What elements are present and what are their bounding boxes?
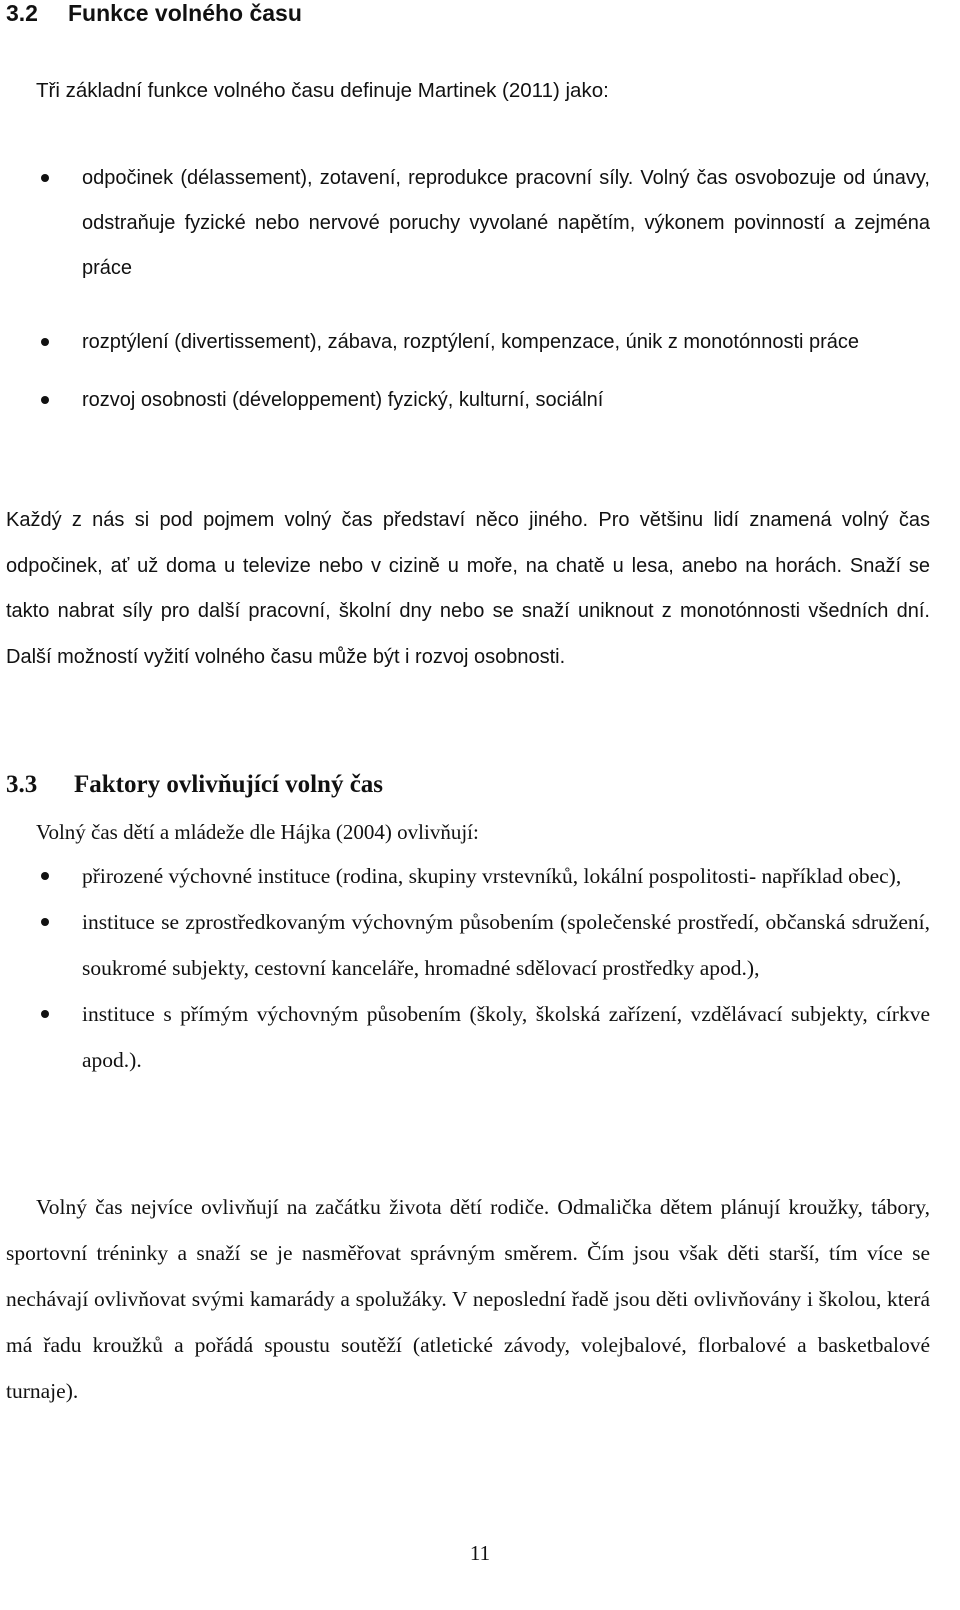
body-paragraph: Každý z nás si pod pojmem volný čas představí něco jiného. Pro většinu lidí znamená volný čas odpočinek, ať už doma u televize nebo v cizině u moře, na chatě u lesa, anebo na horách. Snaží se takto nabrat síly pro další pracovní, školní dny nebo se snaží uniknout z monotónnosti všedních dní. Další možností vyžití volného času může být i rozvoj osobnosti. [6, 509, 930, 668]
page-number: 11 [469, 1541, 491, 1565]
section-heading [6, 770, 383, 800]
list-item [0, 899, 960, 991]
list-item-text: instituce se zprostředkovaným výchovným působením (společenské prostředí, občanská sdružení, soukromé subjekty, cestovní kanceláře, hromadné sdělovací prostředky apod.), [82, 910, 930, 980]
bullet-icon [41, 174, 49, 182]
bullet-icon [41, 396, 49, 404]
list-item [0, 320, 960, 365]
bullet-icon [41, 872, 49, 880]
list-item-text: odpočinek (délassement), zotavení, reprodukce pracovní síly. Volný čas osvobozuje od únavy, odstraňuje fyzické nebo nervové poruchy vyvolané napětím, výkonem povinností a zejména práce [82, 167, 930, 279]
list-item [0, 378, 960, 423]
bullet-icon [41, 918, 49, 926]
list-item-text: rozptýlení (divertissement), zábava, rozptýlení, kompenzace, únik z monotónnosti práce [82, 331, 860, 353]
section-title: Funkce volného času [68, 0, 302, 26]
list-item [0, 991, 960, 1083]
section-intro: Volný čas dětí a mládeže dle Hájka (2004) ovlivňují: [36, 820, 479, 844]
bullet-icon [41, 338, 49, 346]
bullet-icon [41, 1010, 49, 1018]
body-paragraph: Volný čas nejvíce ovlivňují na začátku života dětí rodiče. Odmalička dětem plánují kroužky, tábory, sportovní tréninky a snaží se je nasměřovat správným směrem. Čím jsou však děti starší, tím více se nechávají ovlivňovat svými kamarády a spolužáky. V neposlední řadě jsou děti ovlivňovány i školou, která má řadu kroužků a pořádá spoustu soutěží (atletické závody, volejbalové, florbalové a basketbalové turnaje). [6, 1195, 930, 1403]
bullet-list [0, 853, 960, 1083]
list-item [0, 156, 960, 291]
section-number: 3.3 [6, 771, 38, 798]
list-item [0, 853, 960, 899]
list-item-text: instituce s přímým výchovným působením (školy, školská zařízení, vzdělávací subjekty, církve apod.). [82, 1002, 930, 1072]
section-number: 3.2 [6, 0, 38, 26]
list-item-text: rozvoj osobnosti (développement) fyzický, kulturní, sociální [82, 389, 604, 411]
bullet-list [0, 156, 960, 423]
section-intro: Tři základní funkce volného času definuje Martinek (2011) jako: [36, 79, 609, 102]
section-heading [6, 0, 302, 28]
section-title: Faktory ovlivňující volný čas [74, 771, 384, 798]
list-item-text: přirozené výchovné instituce (rodina, skupiny vrstevníků, lokální pospolitosti- například obec), [82, 864, 902, 888]
